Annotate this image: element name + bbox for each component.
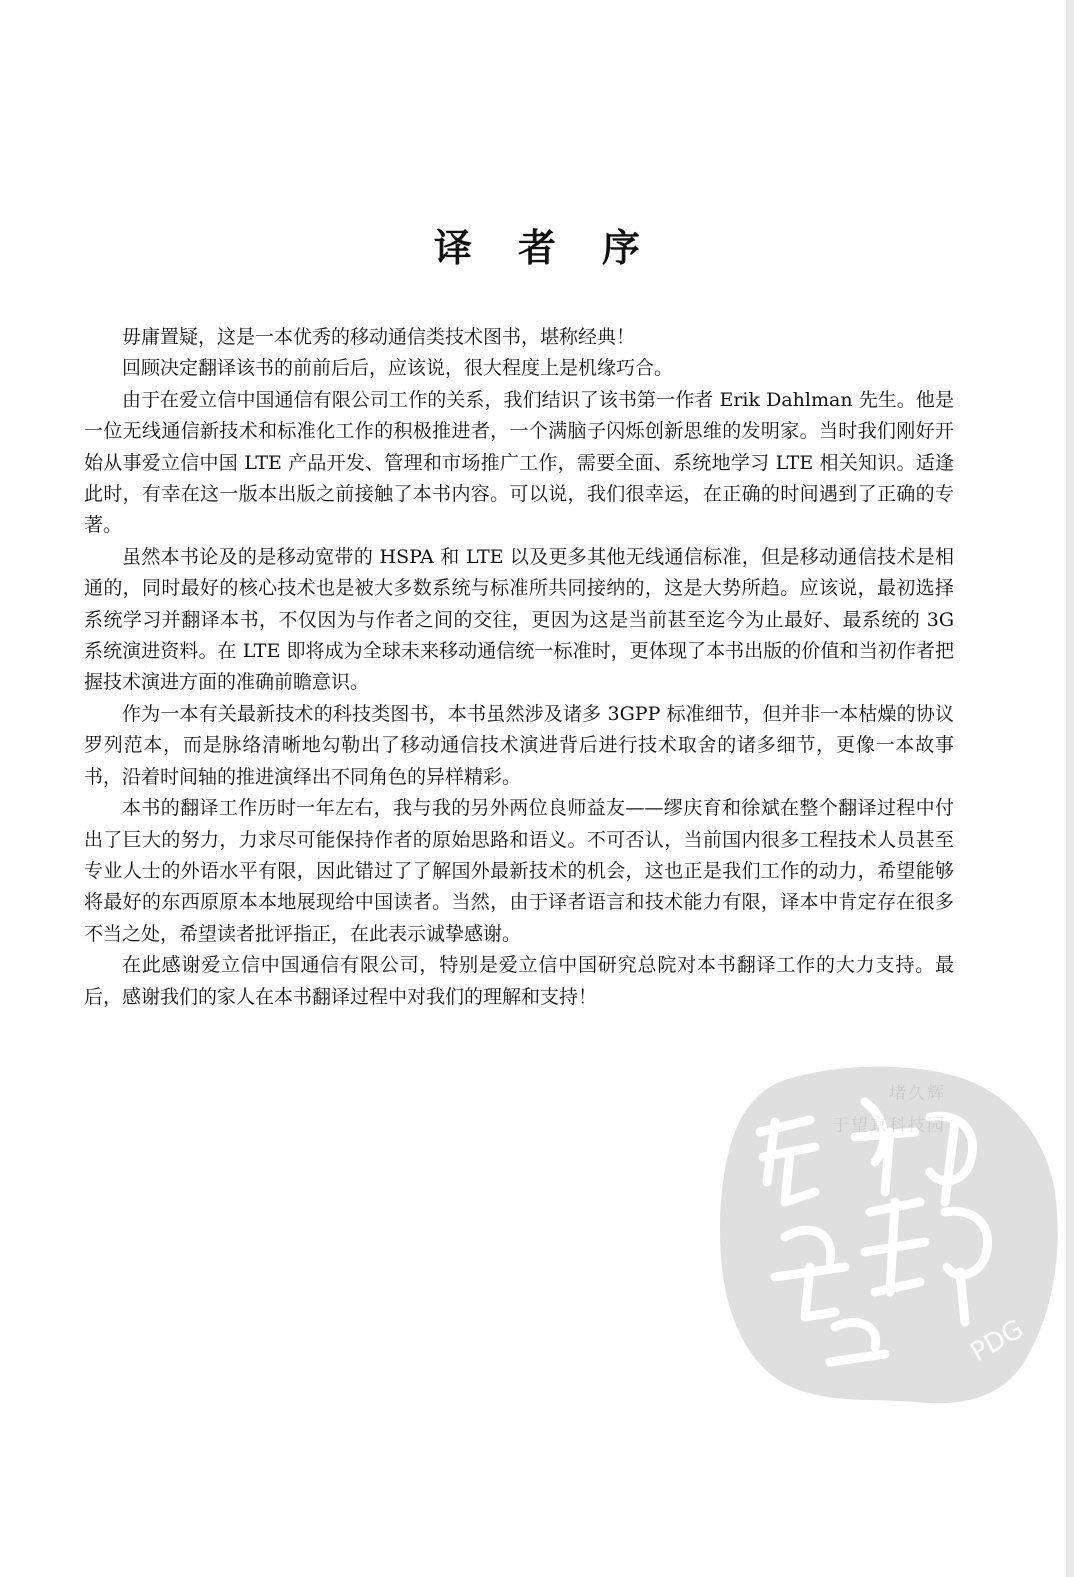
paragraph: 作为一本有关最新技术的科技类图书，本书虽然涉及诸多 3GPP 标准细节，但并非一本枯燥的协议罗列范本，而是脉络清晰地勾勒出了移动通信技术演进背后进行技术取舍的诸多细节，更像一本故事书，沿着时间轴的推进演绎出不同角色的异样精彩。: [84, 702, 954, 788]
paragraph: 本书的翻译工作历时一年左右，我与我的另外两位良师益友——缪庆育和徐斌在整个翻译过程中付出了巨大的努力，力求尽可能保持作者的原始思路和语义。不可否认，当前国内很多工程技术人员甚至专业人士的外语水平有限，因此错过了了解国外最新技术的机会，这也正是我们工作的动力，希望能够将最好的东西原原本本地展现给中国读者。当然，由于译者语言和技术能力有限，译本中肯定存在很多不当之处，希望读者批评指正，在此表示诚挚感谢。: [84, 797, 954, 945]
paragraph: 虽然本书论及的是移动宽带的 HSPA 和 LTE 以及更多其他无线通信标准，但是移动通信技术是相通的，同时最好的核心技术也是被大多数系统与标准所共同接纳的，这是大势所趋。应该说，最初选择系统学习并翻译本书，不仅因为与作者之间的交往，更因为这是当前甚至迄今为止最好、最系统的 3G 系统演进资料。在 LTE 即将成为全球未来移动通信统一标准时，更体现了本书出版的价值和当初作者把握技术演进方面的准确前瞻意识。: [84, 545, 954, 694]
preface-body: [84, 322, 954, 1013]
watermark-text: PDG: [965, 1314, 1029, 1369]
paragraph: 在此感谢爱立信中国通信有限公司，特别是爱立信中国研究总院对本书翻译工作的大力支持。最后，感谢我们的家人在本书翻译过程中对我们的理解和支持！: [84, 954, 954, 1008]
page-title: 译者序: [433, 226, 686, 270]
paragraph: 由于在爱立信中国通信有限公司工作的关系，我们结识了该书第一作者 Erik Dahlman 先生。他是一位无线通信新技术和标准化工作的积极推进者，一个满脑子闪烁创新思维的发明家。当时我们刚好开始从事爱立信中国 LTE 产品开发、管理和市场推广工作，需要全面、系统地学习 LTE 相关知识。适逢此时，有幸在这一版本出版之前接触了本书内容。可以说，我们很幸运，在正确的时间遇到了正确的专著。: [84, 388, 954, 537]
paragraph: 回顾决定翻译该书的前前后后，应该说，很大程度上是机缘巧合。: [122, 357, 674, 380]
watermark-seal-icon: [715, 1062, 1060, 1407]
paragraph: 毋庸置疑，这是一本优秀的移动通信类技术图书，堪称经典！: [122, 326, 636, 348]
page-edge: [1066, 0, 1074, 1577]
